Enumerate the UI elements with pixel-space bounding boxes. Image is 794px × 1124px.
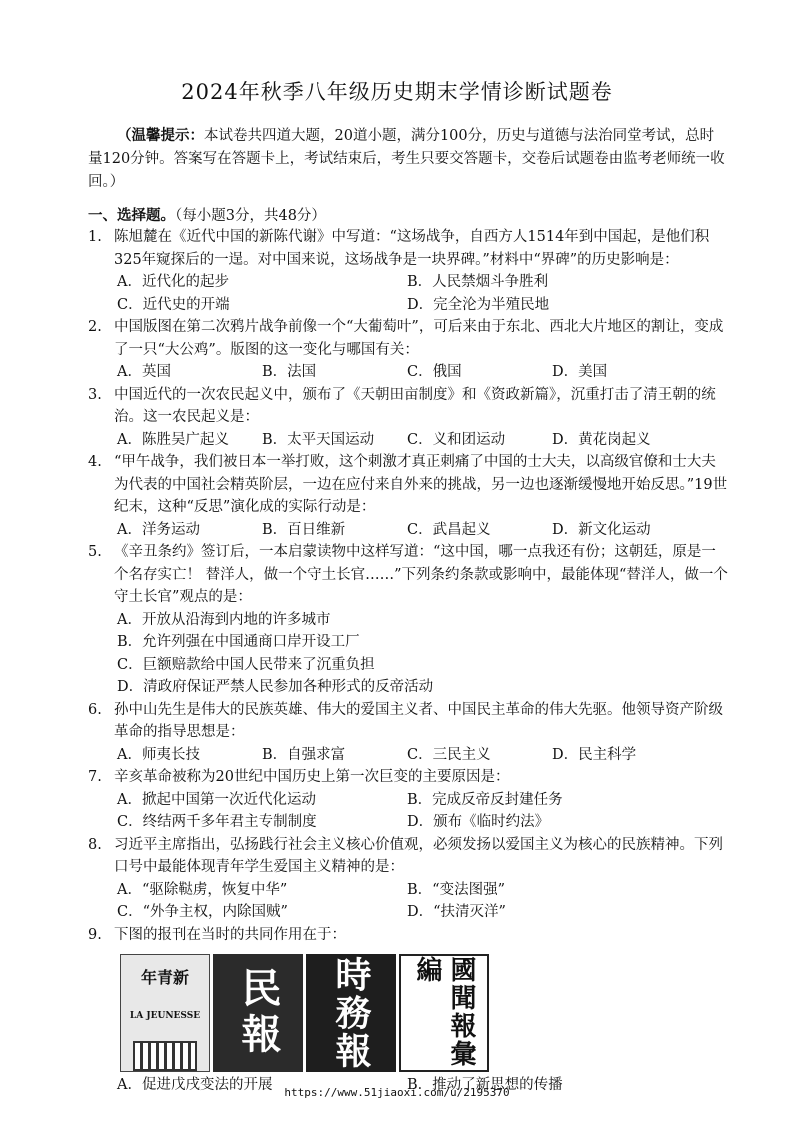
option-a: A．英国: [117, 364, 171, 380]
option-b: B．“变法图强”: [407, 881, 505, 898]
option-d: D．美国: [552, 364, 608, 380]
option-b: B．百日维新: [262, 521, 346, 538]
question-number: 1.: [88, 229, 102, 245]
question-number: 9.: [88, 926, 102, 943]
question-text: 中国近代的一次农民起义中，颁布了《天朝田亩制度》和《资政新篇》，沉重打击了清王朝的统治。这一农民起义是：: [114, 386, 716, 425]
question-1: [88, 226, 728, 316]
option-b: B．允许列强在中国通商口岸开设工厂: [117, 634, 360, 650]
np1-subtitle: LA JEUNESSE: [129, 1011, 201, 1021]
option-b: B．人民禁烟斗争胜利: [407, 274, 549, 290]
option-c: C．武昌起义: [407, 521, 491, 538]
question-number: 4.: [88, 454, 102, 470]
section-note: （每小题3分，共48分）: [175, 208, 326, 224]
question-text: 下图的报刊在当时的共同作用在于：: [114, 926, 346, 943]
question-number: 6.: [88, 701, 102, 718]
question-6: [88, 699, 728, 767]
question-number: 8.: [88, 836, 102, 853]
option-a: A．近代化的起步: [117, 274, 229, 290]
page-title: 2024年秋季八年级历史期末学情诊断试题卷: [181, 80, 613, 104]
option-d: D．颁布《临时约法》: [407, 814, 550, 830]
questions-list: [88, 226, 728, 1097]
option-a: A．陈胜吴广起义: [117, 431, 229, 448]
np2-title: 民報: [235, 967, 282, 1059]
option-d: D．“扶清灭洋”: [407, 904, 506, 920]
notice-label: （温馨提示：: [117, 127, 204, 144]
question-5: [88, 541, 728, 699]
option-b: B．推动了新思想的传播: [407, 1077, 563, 1093]
option-c: C．“外争主权，内除国贼”: [117, 904, 288, 920]
option-d: D．清政府保证严禁人民参加各种形式的反帝活动: [117, 679, 434, 695]
option-a: A．洋务运动: [117, 521, 200, 538]
question-number: 2.: [88, 319, 102, 335]
question-2: [88, 316, 728, 384]
footer-watermark-url[interactable]: https://www.51jiaoxi.com/u/2195370: [284, 1086, 510, 1099]
option-b: B．自强求富: [262, 746, 346, 763]
question-text: 辛亥革命被称为20世纪中国历史上第一次巨变的主要原因是：: [114, 769, 510, 785]
option-b: B．太平天国运动: [262, 431, 375, 448]
np1-title: 年青新: [140, 968, 189, 987]
option-d: D．民主科学: [552, 746, 637, 763]
question-text: 中国版图在第二次鸦片战争前像一个“大葡萄叶”，可后来由于东北、西北大片地区的割让，变成了一只“大公鸡”。版图的这一变化与哪国有关：: [114, 319, 724, 358]
option-c: C．终结两千多年君主专制制度: [117, 814, 317, 830]
question-text: 《辛丑条约》签订后，一本启蒙读物中这样写道：“这中国，哪一点我还有份；这朝廷，原是一个名存实亡！ 替洋人，做一个守土长官……”下列条约条款或影响中，最能体现“替洋人，做一个守土长官”观点的是：: [114, 544, 728, 605]
question-text: 孙中山先生是伟大的民族英雄、伟大的爱国主义者、中国民主革命的伟大先驱。他领导资产阶级革命的指导思想是：: [114, 701, 723, 740]
np4-title: 國聞報彙編: [412, 956, 476, 1068]
question-9: [88, 924, 728, 1097]
newspaper-shiwubao-image: [306, 954, 396, 1072]
question-text: 习近平主席指出，弘扬践行社会主义核心价值观，必须发扬以爱国主义为核心的民族精神。下列口号中最能体现青年学生爱国主义精神的是：: [114, 836, 723, 875]
np3-title: 時務報: [330, 956, 372, 1070]
np1-illustration: [133, 1041, 197, 1071]
option-a: A．“驱除鞑虏，恢复中华”: [117, 881, 288, 898]
notice-text: 本试卷共四道大题，20道小题，满分100分，历史与道德与法治同堂考试，总时量120分钟。答案写在答题卡上，考试结束后，考生只要交答题卡，交卷后试题卷由监考老师统一收回。）: [88, 128, 725, 190]
exam-notice: [88, 124, 728, 194]
section-heading: [88, 204, 326, 225]
option-a: A．师夷长技: [117, 746, 200, 763]
newspaper-xinqingnian-image: [120, 954, 210, 1072]
question-number: 7.: [88, 769, 102, 785]
newspaper-figure: [120, 954, 728, 1074]
newspaper-guowenbao-image: [399, 954, 489, 1072]
question-text: “甲午战争，我们被日本一举打败，这个刺激才真正刺痛了中国的士大夫，以高级官僚和士大夫为代表的中国社会精英阶层，一边在应付来自外来的挑战，另一边也逐渐缓慢地开始反思。”19世纪末，这种“反思”演化成的实际行动是：: [114, 454, 728, 515]
newspaper-minbao-image: [213, 954, 303, 1072]
question-7: [88, 766, 728, 834]
section-label: 一、选择题。: [88, 207, 175, 224]
question-3: [88, 384, 728, 452]
option-a: A．掀起中国第一次近代化运动: [117, 791, 316, 808]
option-c: C．俄国: [407, 364, 462, 380]
question-8: [88, 834, 728, 924]
option-c: C．三民主义: [407, 746, 491, 763]
option-d: D．新文化运动: [552, 521, 651, 538]
question-number: 5.: [88, 544, 102, 560]
question-text: 陈旭麓在《近代中国的新陈代谢》中写道：“这场战争，自西方人1514年到中国起，是他们积325年窥探后的一逞。对中国来说，这场战争是一块界碑。”材料中“界碑”的历史影响是：: [114, 229, 710, 268]
question-4: [88, 451, 728, 541]
option-d: D．黄花岗起义: [552, 431, 651, 448]
question-number: 3.: [88, 386, 102, 403]
option-d: D．完全沦为半殖民地: [407, 296, 550, 313]
option-c: C．义和团运动: [407, 431, 506, 448]
option-b: B．法国: [262, 364, 317, 380]
option-b: B．完成反帝反封建任务: [407, 791, 563, 808]
option-c: C．近代史的开端: [117, 296, 230, 313]
option-a: A．促进戊戌变法的开展: [117, 1077, 273, 1093]
option-a: A．开放从沿海到内地的许多城市: [117, 611, 331, 628]
option-c: C．巨额赔款给中国人民带来了沉重负担: [117, 656, 375, 673]
